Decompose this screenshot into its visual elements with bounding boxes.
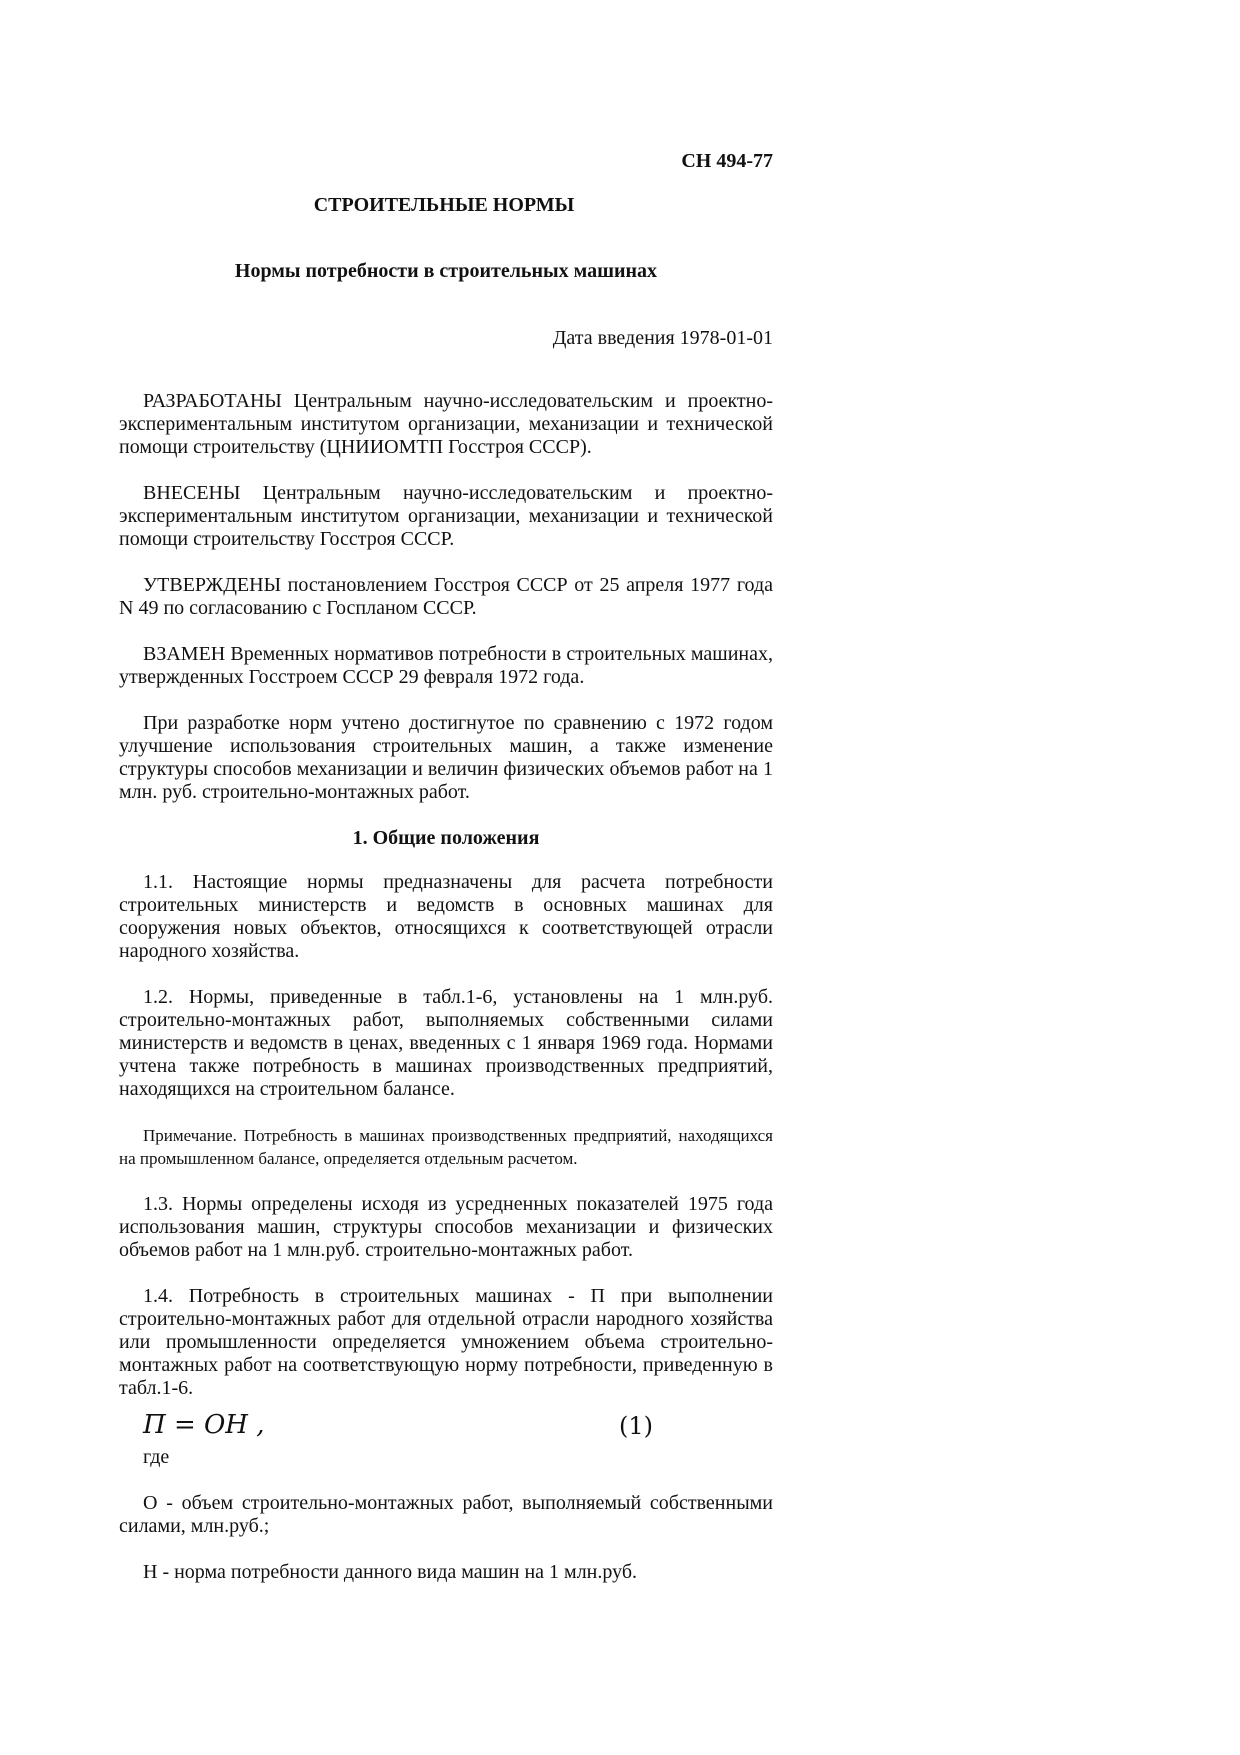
definition-o: О - объем строительно-монтажных работ, выполняемый собственными силами, млн.руб.; [119, 1492, 773, 1537]
replaces-paragraph: ВЗАМЕН Временных нормативов потребности в строительных машинах, утвержденных Госстроем СССР 29 февраля 1972 года. [119, 643, 773, 688]
note-paragraph: Примечание. Потребность в машинах производственных предприятий, находящихся на промышленном балансе, определяется отдельным расчетом. [119, 1126, 773, 1168]
where-label: где [143, 1446, 170, 1468]
clause-1-2: 1.2. Нормы, приведенные в табл.1-6, установлены на 1 млн.руб. строительно-монтажных работ, выполняемых собственными силами министерств и ведомств в ценах, введенных с 1 января 1969 года. Нормами учтена также потребность в машинах производственных предприятий, находящихся на строительном балансе. [119, 986, 773, 1100]
formula [119, 1410, 773, 1446]
effective-date: Дата введения 1978-01-01 [552, 327, 773, 349]
document-body [119, 390, 773, 1584]
formula-expression: П = ОН , [143, 1410, 265, 1440]
approved-by-paragraph: УТВЕРЖДЕНЫ постановлением Госстроя СССР от 25 апреля 1977 года N 49 по согласованию с Госпланом СССР. [119, 574, 773, 619]
formula-number: (1) [619, 1412, 653, 1440]
definition-h: Н - норма потребности данного вида машин на 1 млн.руб. [143, 1561, 638, 1583]
developed-by-paragraph: РАЗРАБОТАНЫ Центральным научно-исследовательским и проектно-экспериментальным институтом организации, механизации и технической помощи строительству (ЦНИИОМТП Госстроя СССР). [119, 390, 773, 458]
document-code: СН 494-77 [681, 150, 773, 172]
document-subtitle: Нормы потребности в строительных машинах [234, 260, 658, 282]
clause-1-3: 1.3. Нормы определены исходя из усредненных показателей 1975 года использования машин, структуры способов механизации и физических объемов работ на 1 млн.руб. строительно-монтажных работ. [119, 1193, 773, 1261]
development-notes-paragraph: При разработке норм учтено достигнутое по сравнению с 1972 годом улучшение использования строительных машин, а также изменение структуры способов механизации и величин физических объемов работ на 1 млн. руб. строительно-монтажных работ. [119, 712, 773, 803]
submitted-by-paragraph: ВНЕСЕНЫ Центральным научно-исследовательским и проектно-экспериментальным институтом организации, механизации и технической помощи строительству Госстроя СССР. [119, 482, 773, 550]
document-title: СТРОИТЕЛЬНЫЕ НОРМЫ [313, 194, 575, 216]
clause-1-4: 1.4. Потребность в строительных машинах - П при выполнении строительно-монтажных работ для отдельной отрасли народного хозяйства или промышленности определяется умножением объема строительно-монтажных работ на соответствующую норму потребности, приведенную в табл.1-6. [119, 1285, 773, 1399]
clause-1-1: 1.1. Настоящие нормы предназначены для расчета потребности строительных министерств и ведомств в основных машинах для сооружения новых объектов, относящихся к соответствующей отрасли народного хозяйства. [119, 871, 773, 962]
section-heading: 1. Общие положения [352, 827, 540, 849]
